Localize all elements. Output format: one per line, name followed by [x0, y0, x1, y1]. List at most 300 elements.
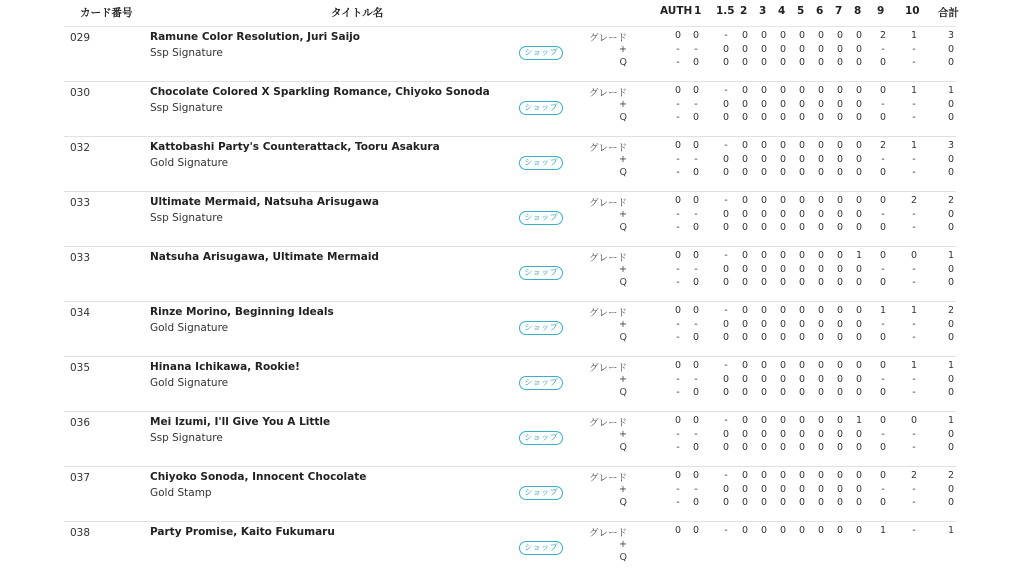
- grade-cell: 0: [760, 154, 768, 165]
- grade-cell: 0: [692, 85, 700, 96]
- grade-cell: -: [724, 195, 728, 206]
- grade-cell: 0: [817, 154, 825, 165]
- grade-cell: 0: [722, 99, 730, 110]
- grade-cell: 0: [798, 222, 806, 233]
- grade-cell: 0: [817, 332, 825, 343]
- grade-cell: 0: [855, 167, 863, 178]
- header-col-6: 5: [797, 5, 805, 17]
- grade-cell: 0: [836, 525, 844, 536]
- grade-cell: -: [676, 99, 680, 110]
- grade-cell: -: [676, 277, 680, 288]
- grade-cell: 0: [855, 264, 863, 275]
- grade-cell: -: [912, 112, 916, 123]
- grade-cell: 0: [779, 305, 787, 316]
- grade-cell: -: [912, 332, 916, 343]
- grade-cell: 0: [798, 44, 806, 55]
- grade-cell: 0: [798, 332, 806, 343]
- grade-cell: 0: [879, 277, 887, 288]
- grade-cell: -: [912, 387, 916, 398]
- header-col-4: 3: [759, 5, 767, 17]
- header-card-number: カード番号: [80, 7, 133, 19]
- grade-cell: 0: [722, 167, 730, 178]
- grade-cell: -: [676, 374, 680, 385]
- grade-cell: 0: [817, 264, 825, 275]
- grade-cell: 0: [779, 484, 787, 495]
- grade-cell: 0: [741, 415, 749, 426]
- header-col-5: 4: [778, 5, 786, 17]
- card-number: 030: [70, 87, 91, 99]
- grade-cell: -: [676, 154, 680, 165]
- grade-row-label: Q: [619, 277, 627, 288]
- grade-cell: 0: [741, 57, 749, 68]
- grade-cell: 0: [674, 140, 682, 151]
- grade-cell: 0: [947, 209, 955, 220]
- grade-cell: 0: [798, 209, 806, 220]
- grade-cell: 2: [947, 195, 955, 206]
- grade-cell: 0: [855, 470, 863, 481]
- grade-cell: 0: [779, 277, 787, 288]
- grade-cell: 0: [760, 250, 768, 261]
- grade-cell: -: [676, 319, 680, 330]
- shop-button[interactable]: ショップ: [519, 211, 563, 225]
- grade-cell: 0: [692, 140, 700, 151]
- grade-cell: 0: [722, 497, 730, 508]
- shop-button[interactable]: ショップ: [519, 321, 563, 335]
- grade-cell: 0: [836, 360, 844, 371]
- grade-cell: 0: [836, 305, 844, 316]
- grade-cell: 1: [947, 360, 955, 371]
- grade-cell: -: [694, 264, 698, 275]
- grade-cell: 0: [836, 497, 844, 508]
- grade-cell: 1: [947, 250, 955, 261]
- grade-cell: 0: [722, 442, 730, 453]
- grade-cell: 0: [855, 374, 863, 385]
- grade-cell: 0: [879, 222, 887, 233]
- grade-cell: 0: [798, 99, 806, 110]
- grade-cell: 0: [779, 497, 787, 508]
- grade-cell: 0: [722, 57, 730, 68]
- grade-row-label: Q: [619, 112, 627, 123]
- grade-cell: 2: [879, 30, 887, 41]
- grade-row-label: +: [619, 209, 627, 220]
- grade-row-label: Q: [619, 552, 627, 563]
- table-row: [64, 81, 956, 136]
- grade-cell: 0: [674, 250, 682, 261]
- grade-cell: 0: [779, 140, 787, 151]
- grade-cell: 2: [910, 470, 918, 481]
- grade-cell: 0: [836, 140, 844, 151]
- grade-cell: 0: [817, 374, 825, 385]
- grade-row-label: +: [619, 484, 627, 495]
- grade-cell: -: [912, 44, 916, 55]
- grade-cell: 0: [674, 195, 682, 206]
- card-subtitle: Gold Stamp: [150, 487, 212, 499]
- grade-cell: -: [912, 484, 916, 495]
- grade-cell: -: [724, 415, 728, 426]
- grade-cell: -: [912, 319, 916, 330]
- grade-cell: 0: [741, 209, 749, 220]
- grade-cell: -: [881, 319, 885, 330]
- grade-row-label: グレード: [588, 253, 627, 264]
- grade-cell: 0: [855, 429, 863, 440]
- grade-cell: -: [676, 222, 680, 233]
- table-row: [64, 26, 956, 81]
- grade-cell: 0: [741, 44, 749, 55]
- table-row: [64, 191, 956, 246]
- grade-cell: 0: [817, 209, 825, 220]
- grade-cell: 0: [855, 112, 863, 123]
- grade-cell: 0: [817, 319, 825, 330]
- grade-cell: -: [676, 484, 680, 495]
- grade-cell: 0: [855, 57, 863, 68]
- grade-row-label: +: [619, 99, 627, 110]
- grade-cell: 0: [879, 85, 887, 96]
- grade-cell: 0: [760, 44, 768, 55]
- card-subtitle: Gold Signature: [150, 322, 229, 334]
- grade-cell: 0: [741, 277, 749, 288]
- grade-cell: 0: [741, 264, 749, 275]
- grade-cell: 0: [836, 264, 844, 275]
- grade-cell: -: [912, 57, 916, 68]
- grade-cell: -: [676, 209, 680, 220]
- grade-cell: 0: [836, 112, 844, 123]
- card-number: 033: [70, 252, 91, 264]
- grade-cell: 0: [817, 222, 825, 233]
- grade-cell: 0: [779, 319, 787, 330]
- grade-cell: 0: [760, 332, 768, 343]
- grade-cell: 0: [760, 30, 768, 41]
- grade-cell: 0: [855, 305, 863, 316]
- grade-cell: 0: [692, 525, 700, 536]
- grade-row-label: グレード: [588, 528, 627, 539]
- grade-cell: 0: [855, 277, 863, 288]
- grade-cell: 0: [817, 140, 825, 151]
- grade-cell: 0: [779, 470, 787, 481]
- grade-cell: 0: [722, 44, 730, 55]
- grade-cell: 1: [879, 525, 887, 536]
- grade-row-label: Q: [619, 222, 627, 233]
- grade-row-label: グレード: [588, 33, 627, 44]
- grade-row-label: +: [619, 44, 627, 55]
- grade-cell: 0: [760, 277, 768, 288]
- grade-cell: 0: [879, 442, 887, 453]
- grade-cell: -: [912, 154, 916, 165]
- grade-cell: -: [912, 277, 916, 288]
- table-row: [64, 301, 956, 356]
- grade-cell: 0: [741, 167, 749, 178]
- grade-row-label: グレード: [588, 143, 627, 154]
- grade-cell: 0: [741, 250, 749, 261]
- grade-cell: 0: [692, 195, 700, 206]
- shop-button[interactable]: ショップ: [519, 431, 563, 445]
- grade-cell: 0: [855, 319, 863, 330]
- grade-cell: 0: [692, 222, 700, 233]
- header-col-0: AUTH: [660, 5, 693, 17]
- card-number: 036: [70, 417, 91, 429]
- grade-cell: 0: [836, 374, 844, 385]
- grade-cell: 0: [836, 57, 844, 68]
- grade-cell: 0: [836, 484, 844, 495]
- grade-cell: 0: [779, 525, 787, 536]
- card-title: Natsuha Arisugawa, Ultimate Mermaid: [150, 251, 379, 263]
- grade-cell: 0: [741, 442, 749, 453]
- header-col-9: 8: [854, 5, 862, 17]
- grade-cell: 0: [947, 484, 955, 495]
- grade-cell: 0: [879, 112, 887, 123]
- grade-cell: 0: [855, 332, 863, 343]
- grade-cell: 0: [879, 415, 887, 426]
- grade-cell: 0: [798, 30, 806, 41]
- grade-cell: -: [881, 44, 885, 55]
- header-title: タイトル名: [331, 7, 384, 19]
- grade-cell: 0: [817, 415, 825, 426]
- grade-cell: 0: [817, 167, 825, 178]
- grade-cell: -: [912, 374, 916, 385]
- grade-cell: -: [912, 167, 916, 178]
- card-number: 035: [70, 362, 91, 374]
- table-header: [0, 0, 1024, 22]
- header-col-11: 10: [905, 5, 920, 17]
- grade-cell: 0: [798, 250, 806, 261]
- grade-cell: -: [676, 442, 680, 453]
- grade-cell: 0: [817, 85, 825, 96]
- grade-cell: 0: [741, 112, 749, 123]
- grade-cell: -: [724, 140, 728, 151]
- card-number: 037: [70, 472, 91, 484]
- shop-button[interactable]: ショップ: [519, 46, 563, 60]
- grade-cell: 0: [692, 112, 700, 123]
- grade-cell: -: [694, 374, 698, 385]
- shop-button[interactable]: ショップ: [519, 266, 563, 280]
- grade-cell: 0: [836, 250, 844, 261]
- grade-cell: 0: [817, 277, 825, 288]
- grade-cell: 0: [836, 44, 844, 55]
- grade-cell: 0: [836, 387, 844, 398]
- card-number: 032: [70, 142, 91, 154]
- grade-cell: 0: [947, 222, 955, 233]
- grade-cell: 0: [798, 277, 806, 288]
- grade-cell: 0: [947, 429, 955, 440]
- grade-cell: 0: [779, 209, 787, 220]
- grade-cell: -: [912, 264, 916, 275]
- grade-cell: 0: [779, 415, 787, 426]
- grade-cell: 0: [879, 360, 887, 371]
- grade-cell: 0: [722, 112, 730, 123]
- grade-cell: 0: [910, 250, 918, 261]
- grade-row-label: グレード: [588, 418, 627, 429]
- grade-cell: 0: [722, 154, 730, 165]
- grade-cell: 0: [674, 305, 682, 316]
- grade-cell: 0: [798, 140, 806, 151]
- grade-cell: 0: [817, 305, 825, 316]
- grade-cell: 0: [798, 195, 806, 206]
- grade-cell: 0: [910, 415, 918, 426]
- card-table: [0, 26, 1024, 576]
- grade-cell: 0: [947, 319, 955, 330]
- table-row: [64, 521, 956, 576]
- grade-cell: 0: [760, 222, 768, 233]
- grade-cell: -: [912, 525, 916, 536]
- grade-cell: 0: [692, 250, 700, 261]
- grade-cell: 0: [760, 85, 768, 96]
- shop-button[interactable]: ショップ: [519, 486, 563, 500]
- grade-cell: -: [694, 44, 698, 55]
- grade-cell: 1: [855, 415, 863, 426]
- header-col-10: 9: [877, 5, 885, 17]
- grade-cell: 0: [817, 497, 825, 508]
- card-title: Party Promise, Kaito Fukumaru: [150, 526, 335, 538]
- header-col-1: 1: [694, 5, 702, 17]
- grade-cell: 0: [779, 332, 787, 343]
- shop-button[interactable]: ショップ: [519, 541, 563, 555]
- grade-cell: 0: [855, 222, 863, 233]
- grade-cell: 0: [798, 497, 806, 508]
- grade-cell: 0: [836, 429, 844, 440]
- grade-cell: 0: [947, 154, 955, 165]
- grade-cell: 0: [817, 484, 825, 495]
- grade-cell: 1: [910, 360, 918, 371]
- grade-cell: 0: [741, 140, 749, 151]
- grade-cell: -: [676, 264, 680, 275]
- grade-cell: 0: [879, 250, 887, 261]
- shop-button[interactable]: ショップ: [519, 156, 563, 170]
- grade-cell: 0: [760, 195, 768, 206]
- shop-button[interactable]: ショップ: [519, 101, 563, 115]
- grade-row-label: グレード: [588, 198, 627, 209]
- grade-cell: 0: [779, 264, 787, 275]
- grade-cell: 0: [798, 57, 806, 68]
- grade-cell: 0: [798, 429, 806, 440]
- grade-cell: 0: [817, 30, 825, 41]
- grade-cell: -: [676, 332, 680, 343]
- card-title: Kattobashi Party's Counterattack, Tooru Asakura: [150, 141, 440, 153]
- grade-cell: -: [694, 484, 698, 495]
- grade-cell: 0: [836, 167, 844, 178]
- grade-cell: 0: [798, 374, 806, 385]
- grade-cell: 0: [692, 57, 700, 68]
- card-title: Ultimate Mermaid, Natsuha Arisugawa: [150, 196, 379, 208]
- grade-cell: 0: [760, 374, 768, 385]
- grade-cell: 0: [760, 319, 768, 330]
- grade-cell: 0: [722, 429, 730, 440]
- card-subtitle: Gold Signature: [150, 157, 229, 169]
- card-subtitle: Ssp Signature: [150, 47, 223, 59]
- grade-cell: 1: [879, 305, 887, 316]
- grade-cell: 0: [879, 167, 887, 178]
- grade-cell: 0: [836, 154, 844, 165]
- grade-cell: 0: [760, 429, 768, 440]
- table-row: [64, 466, 956, 521]
- grade-cell: 0: [947, 497, 955, 508]
- grade-cell: 0: [779, 167, 787, 178]
- grade-cell: 0: [741, 30, 749, 41]
- grade-cell: 0: [947, 442, 955, 453]
- grade-cell: -: [694, 429, 698, 440]
- grade-cell: 2: [947, 470, 955, 481]
- grade-cell: 0: [855, 99, 863, 110]
- grade-row-label: +: [619, 374, 627, 385]
- grade-cell: 0: [836, 195, 844, 206]
- grade-row-label: グレード: [588, 473, 627, 484]
- grade-cell: 0: [798, 154, 806, 165]
- grade-cell: 0: [741, 374, 749, 385]
- grade-cell: 0: [741, 305, 749, 316]
- grade-cell: 0: [947, 44, 955, 55]
- shop-button[interactable]: ショップ: [519, 376, 563, 390]
- grade-cell: 0: [779, 99, 787, 110]
- grade-cell: 0: [779, 442, 787, 453]
- grade-cell: 0: [879, 387, 887, 398]
- grade-cell: 0: [674, 30, 682, 41]
- grade-cell: 0: [692, 305, 700, 316]
- grade-cell: 0: [674, 525, 682, 536]
- grade-cell: 0: [779, 360, 787, 371]
- grade-cell: 0: [817, 387, 825, 398]
- grade-cell: -: [724, 305, 728, 316]
- grade-row-label: Q: [619, 442, 627, 453]
- grade-cell: 0: [741, 484, 749, 495]
- grade-cell: 0: [798, 484, 806, 495]
- card-title: Hinana Ichikawa, Rookie!: [150, 361, 300, 373]
- grade-row-label: +: [619, 319, 627, 330]
- grade-cell: 0: [674, 360, 682, 371]
- grade-cell: 0: [836, 415, 844, 426]
- grade-cell: 1: [947, 525, 955, 536]
- grade-row-label: グレード: [588, 363, 627, 374]
- grade-cell: 2: [947, 305, 955, 316]
- grade-cell: 0: [779, 85, 787, 96]
- card-subtitle: Ssp Signature: [150, 432, 223, 444]
- grade-cell: 0: [692, 470, 700, 481]
- grade-cell: 0: [760, 360, 768, 371]
- grade-cell: 0: [879, 470, 887, 481]
- grade-cell: 0: [692, 387, 700, 398]
- grade-cell: 0: [779, 374, 787, 385]
- grade-cell: -: [912, 497, 916, 508]
- grade-cell: 0: [817, 250, 825, 261]
- grade-cell: 0: [760, 99, 768, 110]
- grade-row-label: Q: [619, 387, 627, 398]
- grade-cell: -: [881, 484, 885, 495]
- card-subtitle: Gold Signature: [150, 377, 229, 389]
- grade-cell: 0: [855, 387, 863, 398]
- grade-cell: -: [912, 442, 916, 453]
- grade-cell: 0: [947, 99, 955, 110]
- grade-cell: -: [694, 99, 698, 110]
- grade-cell: 0: [798, 112, 806, 123]
- grade-cell: -: [912, 429, 916, 440]
- card-title: Chiyoko Sonoda, Innocent Chocolate: [150, 471, 367, 483]
- grade-row-label: +: [619, 539, 627, 550]
- grade-row-label: Q: [619, 332, 627, 343]
- grade-cell: 0: [741, 99, 749, 110]
- grade-cell: 0: [817, 525, 825, 536]
- grade-cell: 0: [817, 57, 825, 68]
- grade-cell: 0: [817, 195, 825, 206]
- grade-cell: -: [676, 429, 680, 440]
- grade-cell: 0: [798, 167, 806, 178]
- card-number: 029: [70, 32, 91, 44]
- grade-cell: 1: [910, 30, 918, 41]
- grade-cell: 0: [836, 85, 844, 96]
- grade-cell: 0: [855, 497, 863, 508]
- table-row: [64, 411, 956, 466]
- grade-cell: 0: [779, 429, 787, 440]
- grade-cell: 0: [817, 99, 825, 110]
- grade-cell: 0: [947, 277, 955, 288]
- grade-cell: -: [694, 319, 698, 330]
- grade-cell: 0: [692, 167, 700, 178]
